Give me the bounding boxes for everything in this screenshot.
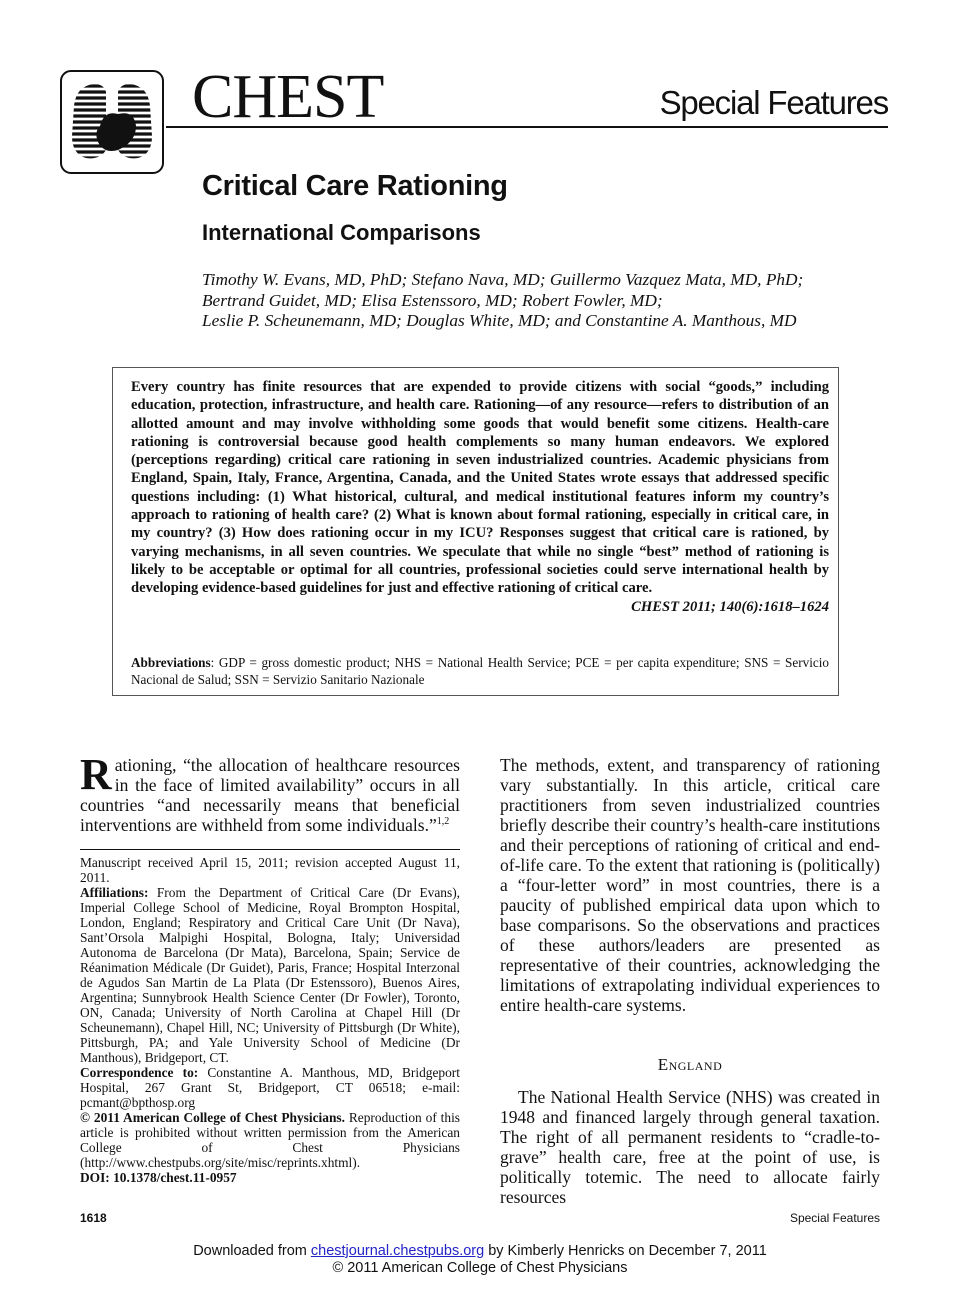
footnote-divider bbox=[80, 849, 460, 850]
england-section bbox=[500, 1087, 880, 1207]
footer-copyright: © 2011 American College of Chest Physicians bbox=[332, 1260, 628, 1276]
footer-section-label: Special Features bbox=[789, 1211, 880, 1225]
header-divider bbox=[166, 126, 888, 128]
correspondence bbox=[80, 1065, 460, 1110]
drop-cap: R bbox=[80, 750, 112, 799]
abstract-text: Every country has finite resources that are expended to provide citizens with social “goods,” including education, protection, infrastructure, and health care. Rationing—of any resource—refers to distribution of an allotted amount and may involve withholding some goods that would benefit some citizens. Health-care rationing is controversial because good health complements so many human endeavors. We explored (perceptions regarding) critical care rationing in seven industrialized countries. Academic physicians from England, Spain, Italy, France, Argentina, Canada, and the United States wrote essays that addressed specific questions including: (1) What historical, cultural, and medical institutional features inform my country’s approach to rationing of health care? (2) What is known about formal rationing, especially in critical care, in my country? (3) How does rationing occur in my ICU? Responses suggest that critical care is rationed, by varying mechanisms, in all seven countries. We speculate that while no single “best” method of rationing is likely to be acceptable or optimal for all countries, professional societies could serve international health by developing evidence-based guidelines for just and effective rationing of critical care. bbox=[131, 379, 829, 597]
affiliations-text: From the Department of Critical Care (Dr Evans), Imperial College School of Medicine, Royal Brompton Hospital, London, England; Respiratory and Critical Care Unit (Dr Nava), Sant’Orsola Malpighi Hospital, Bologna, Italy; Universidad Autonoma de Barcelona (Dr Mata), Barcelona, Spain; Service de Réanimation Médicale (Dr Guidet), Paris, France; Hospital Interzonal de Agudos San Martin de La Plata (Dr Estenssoro), Buenos Aires, Argentina; Sunnybrook Health Science Center (Dr Fowler), Toronto, ON, Canada; University of North Carolina at Chapel Hill (Dr Scheunemann), Chapel Hill, NC; University of Pittsburgh (Dr White), Pittsburgh, PA; and Yale University School of Medicine (Dr Manthous), Bridgeport, CT. bbox=[80, 885, 460, 1065]
england-paragraph: The National Health Service (NHS) was created in 1948 and financed largely through general taxation. The right of all permanent residents to “cradle-to-grave” health care, free at the point of use, is politically totemic. The need to allocate fairly resources bbox=[500, 1087, 880, 1207]
author-line: Leslie P. Scheunemann, MD; Douglas White, MD; and Constantine A. Manthous, MD bbox=[202, 311, 797, 330]
page-number: 1618 bbox=[80, 1211, 107, 1225]
abstract bbox=[131, 378, 829, 616]
reference-marker: 1,2 bbox=[436, 816, 450, 828]
affiliations-label: Affiliations: bbox=[80, 885, 149, 900]
correspondence-text: Constantine A. Manthous, MD, Bridgeport Hospital, 267 Grant St, Bridgeport, CT 06518; e-mail: pcmant@bpthosp.org bbox=[80, 1065, 460, 1110]
download-suffix: by Kimberly Henricks on December 7, 2011 bbox=[484, 1243, 767, 1259]
author-line: Timothy W. Evans, MD, PhD; Stefano Nava, MD; Guillermo Vazquez Mata, MD, PhD; bbox=[202, 270, 804, 289]
affiliations bbox=[80, 885, 460, 1065]
doi bbox=[80, 1170, 460, 1185]
download-notice bbox=[0, 1243, 960, 1260]
article-title: Critical Care Rationing bbox=[202, 170, 508, 202]
doi-label: DOI: bbox=[80, 1170, 110, 1185]
left-column bbox=[80, 750, 460, 835]
download-link[interactable]: chestjournal.chestpubs.org bbox=[310, 1243, 485, 1259]
manuscript-dates: Manuscript received April 15, 2011; revision accepted August 11, 2011. bbox=[80, 855, 460, 885]
author-line: Bertrand Guidet, MD; Elisa Estenssoro, MD; Robert Fowler, MD; bbox=[202, 290, 663, 310]
copyright-notice bbox=[80, 1110, 460, 1170]
journal-name: CHEST bbox=[192, 63, 384, 131]
doi-value: 10.1378/chest.11-0957 bbox=[109, 1170, 237, 1185]
download-prefix: Downloaded from bbox=[193, 1243, 311, 1259]
section-heading-england: England bbox=[657, 1055, 723, 1074]
author-list bbox=[202, 270, 862, 332]
right-column bbox=[500, 755, 880, 1015]
abbreviations-label: Abbreviations bbox=[131, 655, 211, 670]
abstract-box bbox=[112, 367, 839, 696]
copyright-text: Reproduction of this article is prohibited without written permission from the American College of Chest Physicians (http://www.chestpubs.org/site/misc/reprints.xhtml). bbox=[80, 1110, 461, 1170]
correspondence-label: Correspondence to: bbox=[80, 1065, 199, 1080]
intro-paragraph bbox=[80, 750, 460, 835]
abbreviations-text: : GDP = gross domestic product; NHS = National Health Service; PCE = per capita expenditure; SNS = Servicio Nacional de Salud; SSN = Servizio Sanitario Nazionale bbox=[131, 655, 829, 687]
section-label: Special Features bbox=[659, 84, 888, 121]
abbreviations bbox=[131, 654, 829, 688]
footnotes bbox=[80, 855, 460, 1185]
intro-text: ationing, “the allocation of healthcare resources in the face of limited availability” occurs in all countries “and necessarily means that beneficial interventions are withheld from some individuals.” bbox=[80, 755, 460, 835]
methods-paragraph: The methods, extent, and transparency of rationing vary substantially. In this article, critical care practitioners from seven industrialized countries briefly describe their country’s health-care institutions and their perceptions of rationing of critical and end-of-life care. To the extent that rationing is (politically) a “four-letter word” in most countries, there is a paucity of published empirical data upon which to base comparisons. So the observations and practices of these authors/leaders are presented as representative of their countries, acknowledging the limitations of extrapolating individual experiences to entire health-care systems. bbox=[500, 755, 880, 1015]
copyright-label: © 2011 American College of Chest Physicians. bbox=[80, 1110, 345, 1125]
article-subtitle: International Comparisons bbox=[202, 220, 481, 245]
abstract-citation: CHEST 2011; 140(6):1618–1624 bbox=[631, 598, 829, 615]
chest-lungs-heart-logo-icon bbox=[60, 70, 164, 174]
